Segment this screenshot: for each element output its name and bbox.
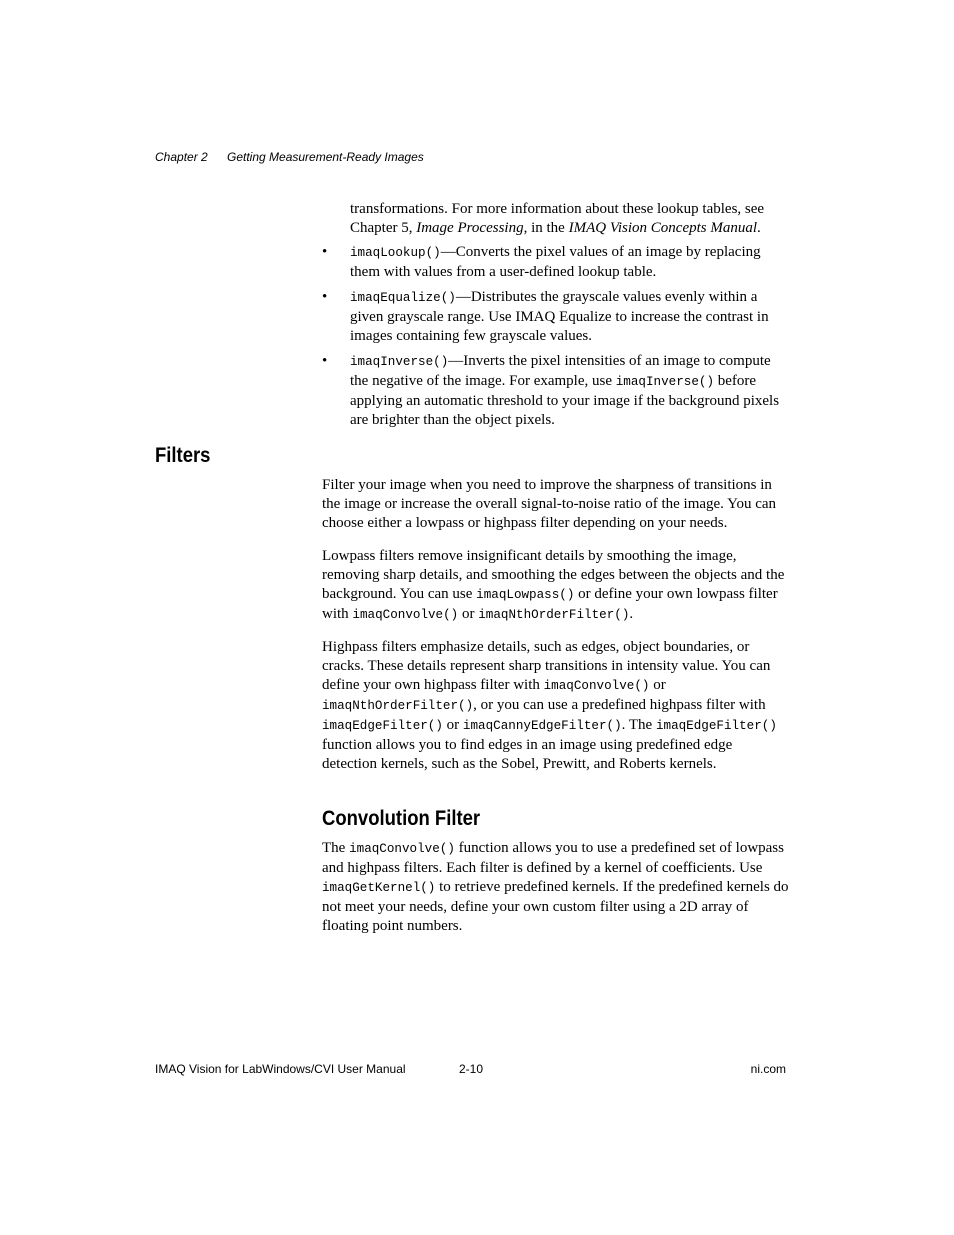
bullet-icon: • <box>322 353 328 369</box>
highpass-paragraph <box>322 638 790 774</box>
text-run: or define your own lowpass filter with <box>322 586 778 622</box>
function-code: imaqEqualize() <box>350 291 456 305</box>
function-bullet-list <box>322 243 790 436</box>
text-run: transformations. For more information about these lookup tables, see Chapter 5, <box>350 201 765 236</box>
function-code: imaqConvolve() <box>543 679 650 693</box>
function-code: imaqInverse() <box>615 375 714 389</box>
convolution-paragraph <box>322 839 790 936</box>
text-run: function allows you to find edges in an image using predefined edge detection kernels, such as the Sobel, Prewitt, and Roberts kernels. <box>322 737 733 772</box>
function-code: imaqConvolve() <box>349 842 455 856</box>
bullet-text: —Distributes the grayscale values evenly within a given grayscale range. Use IMAQ Equalize to increase the contrast in images containing few grayscale values. <box>350 289 769 344</box>
section-heading-convolution: Convolution Filter <box>322 807 481 830</box>
bullet-text: before applying an automatic threshold to your image if the background pixels are brighter than the object pixels. <box>350 373 780 428</box>
text-run: Lowpass filters remove insignificant details by smoothing the image, removing sharp details, and smoothing the edges between the objects and the background. You can use <box>322 548 785 602</box>
text-run: . The <box>621 717 656 733</box>
text-run: The <box>322 840 350 856</box>
text-run: function allows you to use a predefined set of lowpass and highpass filters. Each filter is defined by a kernel of coefficients. Use <box>322 840 784 876</box>
text-run: . <box>757 220 761 236</box>
text-run: . <box>629 606 634 622</box>
footer-website: ni.com <box>750 1062 786 1076</box>
filters-intro-paragraph <box>322 476 790 533</box>
function-code: imaqLookup() <box>350 246 441 260</box>
bullet-text: —Converts the pixel values of an image by replacing them with values from a user-defined lookup table. <box>350 244 761 280</box>
text-run: or <box>649 677 666 693</box>
lowpass-paragraph <box>322 547 790 625</box>
function-code: imaqLowpass() <box>476 588 575 602</box>
paragraph-text: Filter your image when you need to improve the sharpness of transitions in the image or increase the overall signal-to-noise ratio of the image. You can choose either a lowpass or highpass filter depending on your needs. <box>322 477 777 531</box>
header-chapter: Chapter 2 <box>155 150 208 164</box>
text-run: , in the <box>523 220 569 236</box>
text-run: , or you can use a predefined highpass filter with <box>473 697 766 713</box>
function-code: imaqInverse() <box>350 355 449 369</box>
chapter-reference: Image Processing <box>416 220 524 236</box>
footer-manual-title: IMAQ Vision for LabWindows/CVI User Manual <box>155 1062 406 1076</box>
text-run: Highpass filters emphasize details, such as edges, object boundaries, or cracks. These details represent sharp transitions in intensity value. You can define your own highpass filter with <box>322 639 771 693</box>
bullet-text: —Inverts the pixel intensities of an image to compute the negative of the image. For example, use <box>350 353 771 389</box>
function-code: imaqNthOrderFilter() <box>322 699 474 713</box>
bullet-icon: • <box>322 244 328 260</box>
function-code: imaqGetKernel() <box>322 881 436 895</box>
footer-page-number: 2-10 <box>459 1062 484 1076</box>
list-item <box>322 243 790 282</box>
function-code: imaqCannyEdgeFilter() <box>462 719 622 733</box>
function-code: imaqConvolve() <box>352 608 459 622</box>
header-title: Getting Measurement-Ready Images <box>227 150 424 164</box>
text-run: to retrieve predefined kernels. If the predefined kernels do not meet your needs, define your own custom filter using a 2D array of floating point numbers. <box>322 879 789 934</box>
running-header <box>155 150 424 164</box>
text-run: or <box>442 717 463 733</box>
list-item <box>322 288 790 346</box>
function-code: imaqEdgeFilter() <box>322 719 443 733</box>
text-run: or <box>458 606 479 622</box>
list-item <box>322 352 790 430</box>
function-code: imaqNthOrderFilter() <box>478 608 630 622</box>
manual-reference: IMAQ Vision Concepts Manual <box>568 220 758 236</box>
continuation-paragraph <box>350 200 790 238</box>
bullet-icon: • <box>322 289 328 305</box>
section-heading-filters: Filters <box>155 444 211 467</box>
function-code: imaqEdgeFilter() <box>655 719 777 733</box>
